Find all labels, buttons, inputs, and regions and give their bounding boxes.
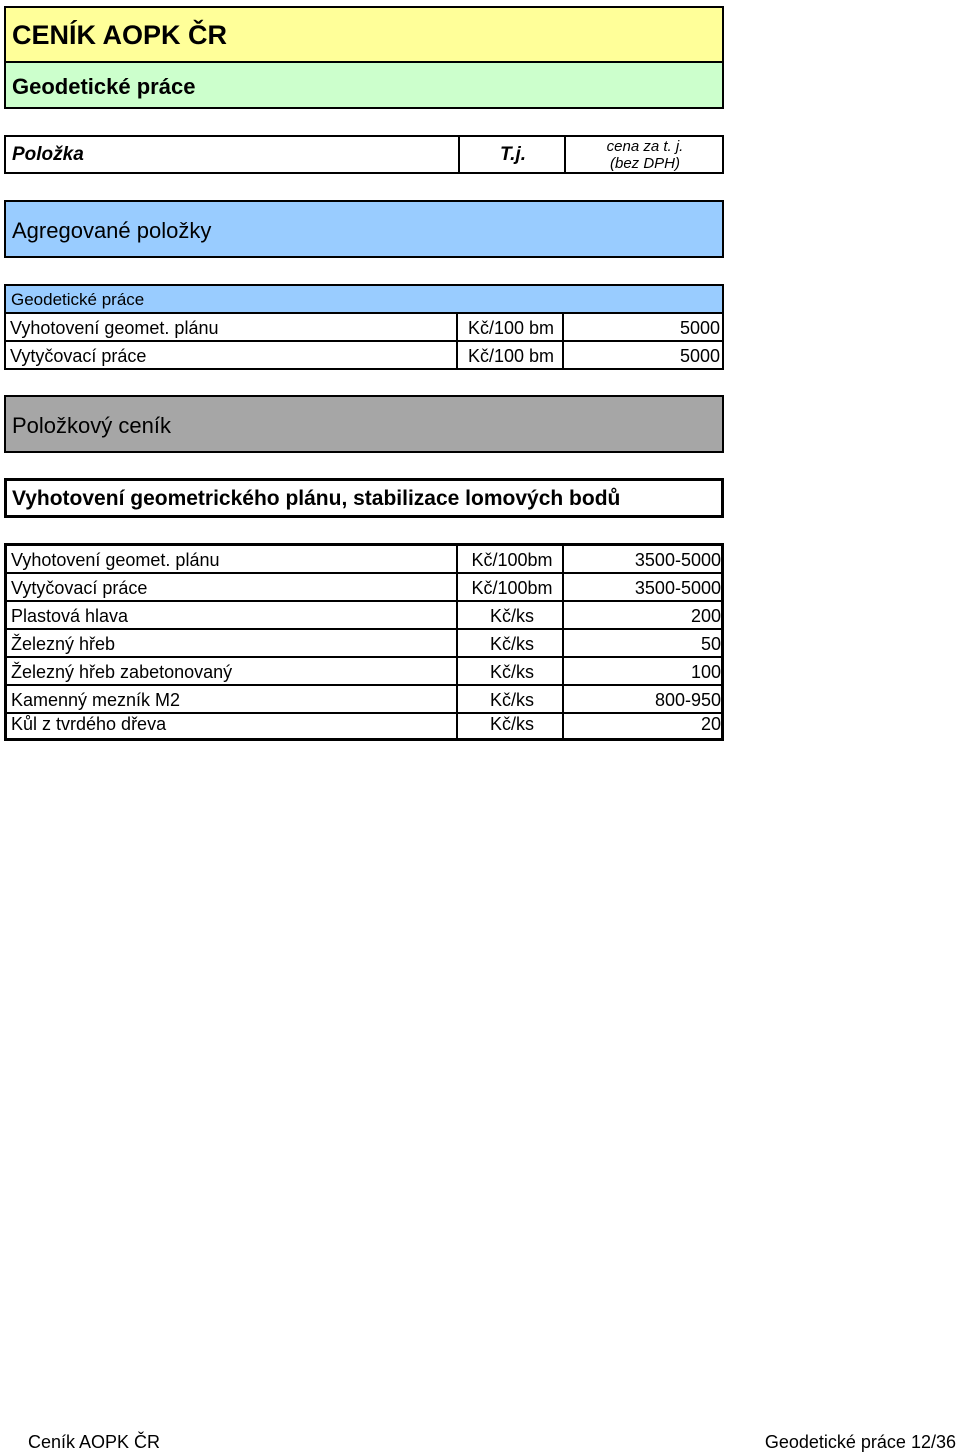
column-header-row <box>4 135 724 174</box>
row-item: Vyhotovení geomet. plánu <box>11 550 220 570</box>
column-header-price <box>564 137 724 173</box>
page-title: CENÍK AOPK ČR <box>12 20 228 50</box>
row-item: Kamenný mezník M2 <box>11 690 181 710</box>
row-item: Vytyčovací práce <box>11 578 148 598</box>
itemized-section-banner <box>4 395 724 453</box>
row-item: Kůl z tvrdého dřeva <box>11 714 167 734</box>
row-price: 20 <box>700 714 721 734</box>
title-banner <box>4 6 724 63</box>
subtitle-banner <box>4 61 724 109</box>
table-row <box>7 574 721 602</box>
row-price: 3500-5000 <box>634 578 721 598</box>
row-item: Železný hřeb <box>11 634 116 654</box>
table-row <box>7 686 721 714</box>
row-unit: Kč/ks <box>489 690 534 710</box>
row-item: Plastová hlava <box>11 606 129 626</box>
column-divider <box>456 314 458 368</box>
row-unit: Kč/100 bm <box>467 318 555 338</box>
column-divider <box>562 546 564 738</box>
itemized-group-header <box>4 478 724 518</box>
row-price: 200 <box>690 606 721 626</box>
itemized-group-title: Vyhotovení geometrického plánu, stabilizace lomových bodů <box>12 487 621 510</box>
aggregated-group-header <box>6 286 722 314</box>
table-row <box>7 658 721 686</box>
footer-document-name: Ceník AOPK ČR <box>28 1432 161 1452</box>
footer-page-info: Geodetické práce 12/36 <box>764 1432 956 1452</box>
table-row <box>7 630 721 658</box>
table-row <box>7 602 721 630</box>
page-subtitle: Geodetické práce <box>12 74 196 99</box>
column-header-price-line1: cena za t. j. <box>606 138 684 155</box>
itemized-table <box>4 543 724 741</box>
row-unit: Kč/ks <box>489 606 534 626</box>
table-row <box>7 546 721 574</box>
row-price: 5000 <box>679 346 720 366</box>
row-price: 100 <box>690 662 721 682</box>
row-price: 3500-5000 <box>634 550 721 570</box>
table-row <box>7 714 721 738</box>
aggregated-table <box>4 284 724 370</box>
row-unit: Kč/100bm <box>471 578 553 598</box>
column-header-price-line2: (bez DPH) <box>609 155 680 172</box>
row-item: Vyhotovení geomet. plánu <box>10 318 219 338</box>
column-divider <box>456 546 458 738</box>
row-price: 5000 <box>679 318 720 338</box>
aggregated-section-banner <box>4 200 724 258</box>
row-price: 50 <box>700 634 721 654</box>
column-divider <box>562 314 564 368</box>
row-unit: Kč/ks <box>489 662 534 682</box>
row-item: Železný hřeb zabetonovaný <box>11 662 233 682</box>
table-row <box>6 342 722 370</box>
row-unit: Kč/ks <box>489 634 534 654</box>
row-unit: Kč/100bm <box>471 550 553 570</box>
row-item: Vytyčovací práce <box>10 346 147 366</box>
column-header-unit: T.j. <box>458 137 566 172</box>
aggregated-group-title: Geodetické práce <box>11 290 145 309</box>
column-header-item: Položka <box>12 144 84 165</box>
row-unit: Kč/100 bm <box>467 346 555 366</box>
table-row <box>6 314 722 342</box>
itemized-section-title: Položkový ceník <box>12 413 171 438</box>
aggregated-section-title: Agregované položky <box>12 218 212 243</box>
row-price: 800-950 <box>654 690 721 710</box>
row-unit: Kč/ks <box>489 714 534 734</box>
